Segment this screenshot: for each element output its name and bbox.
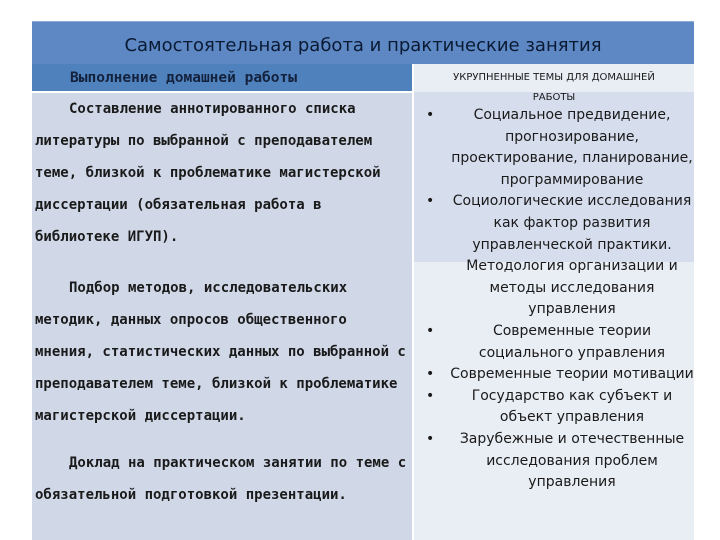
task-annotated-bibliography: Составление аннотированного списка литературы по выбранной с преподавателем теме, близкой к проблематике магистерской диссертации (обязательная работа в библиотеке ИГУП). <box>35 101 381 245</box>
task-presentation-report: Доклад на практическом занятии по теме с обязательной подготовкой презентации. <box>35 455 407 503</box>
right-column <box>414 64 694 540</box>
topic-item <box>414 105 694 191</box>
topic-item <box>414 386 694 429</box>
topics-header-line: УКРУПНЕННЫЕ ТЕМЫ ДЛЯ ДОМАШНЕЙ <box>453 72 655 83</box>
homework-header: Выполнение домашней работы <box>70 70 297 86</box>
topic-item <box>414 364 694 386</box>
left-column-body <box>32 93 412 540</box>
slide-title: Самостоятельная работа и практические занятия <box>124 35 602 56</box>
bullet-icon: • <box>426 322 435 339</box>
task-methods-selection: Подбор методов, исследовательских методик, данных опросов общественного мнения, статистических данных по выбранной с преподавателем теме, близкой к проблематике магистерской диссертации. <box>35 280 406 424</box>
topics-list <box>414 105 694 494</box>
topic-text: Государство как субъект и объект управления <box>471 387 673 426</box>
topic-item <box>414 429 694 494</box>
topic-item <box>414 191 694 321</box>
bullet-icon: • <box>426 107 435 123</box>
topic-text: Социальное предвидение, прогнозирование, проектирование, планирование, программирование <box>451 107 693 188</box>
topic-text: Зарубежные и отечественные исследования проблем управления <box>459 430 685 491</box>
bullet-icon: • <box>426 387 435 404</box>
left-column-header <box>32 64 412 91</box>
bullet-icon: • <box>426 366 435 383</box>
topic-text: Социологические исследования как фактор развития управленческой практики. Методология организации и методы исследования управления <box>452 193 692 318</box>
title-bar <box>32 21 694 64</box>
content-table <box>32 64 694 540</box>
topic-text: Современные теории мотивации <box>450 366 694 383</box>
topics-header-line: РАБОТЫ <box>532 92 576 103</box>
bullet-icon: • <box>426 193 435 210</box>
bullet-icon: • <box>426 430 435 447</box>
topic-item <box>414 321 694 364</box>
topic-text: Современные теории социального управления <box>478 322 666 361</box>
topics-header <box>414 64 694 104</box>
